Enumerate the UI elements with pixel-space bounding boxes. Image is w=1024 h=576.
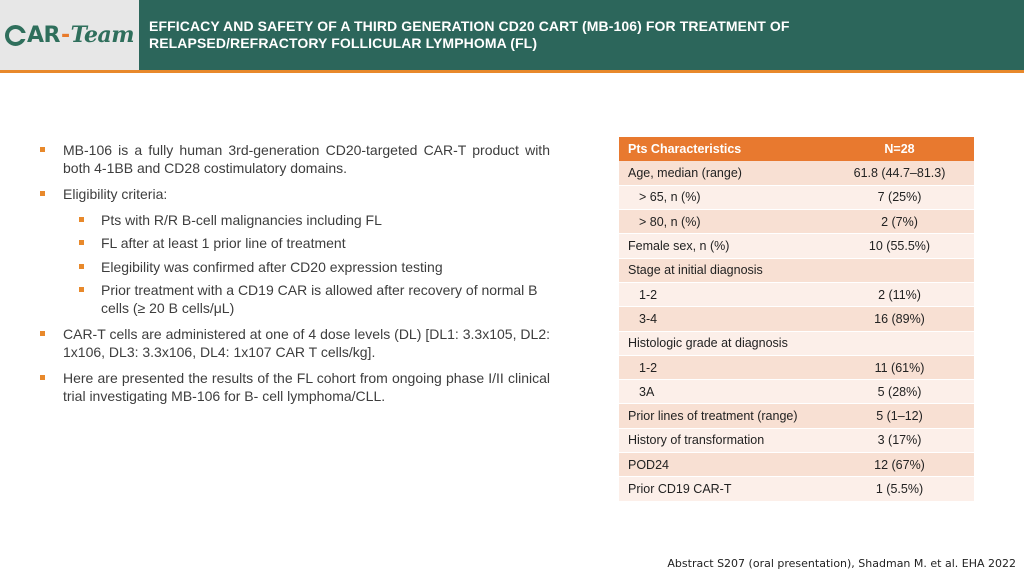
row-label: Prior lines of treatment (range) — [619, 404, 825, 428]
sub-bullet-item — [77, 235, 550, 253]
row-label: Histologic grade at diagnosis — [619, 331, 825, 355]
bullet-square-icon — [40, 147, 45, 152]
sub-bullet-item — [77, 259, 550, 277]
sub-bullet-text: Prior treatment with a CD19 CAR is allowed after recovery of normal B cells (≥ 20 B cells/μL) — [101, 282, 538, 316]
bullet-text: Here are presented the results of the FL cohort from ongoing phase I/II clinical trial investigating MB-106 for B- cell lymphoma/CLL. — [63, 370, 550, 404]
row-value: 2 (7%) — [825, 210, 974, 234]
logo-text-team: Team — [70, 22, 134, 48]
bullet-square-icon — [79, 240, 84, 245]
logo-box — [0, 0, 139, 70]
table-row — [619, 453, 974, 477]
slide-title-line-2: RELAPSED/REFRACTORY FOLLICULAR LYMPHOMA (FL) — [149, 35, 538, 51]
table-row — [619, 331, 974, 355]
bullet-square-icon — [40, 331, 45, 336]
row-value: 1 (5.5%) — [825, 477, 974, 501]
table-row — [619, 161, 974, 185]
row-label: POD24 — [619, 453, 825, 477]
citation-footer: Abstract S207 (oral presentation), Shadman M. et al. EHA 2022 — [667, 557, 1016, 570]
logo-dash: - — [60, 22, 70, 48]
table-row — [619, 307, 974, 331]
bullet-square-icon — [40, 191, 45, 196]
row-value: 11 (61%) — [825, 355, 974, 379]
table-row — [619, 282, 974, 306]
bullet-square-icon — [79, 217, 84, 222]
table-row — [619, 477, 974, 501]
sub-bullet-text: Elegibility was confirmed after CD20 expression testing — [101, 258, 443, 275]
slide-title-line-1: EFFICACY AND SAFETY OF A THIRD GENERATION CD20 CART (MB-106) FOR TREATMENT OF — [149, 18, 790, 34]
bullet-square-icon — [79, 264, 84, 269]
row-label: History of transformation — [619, 428, 825, 452]
row-value: 10 (55.5%) — [825, 234, 974, 258]
table-row — [619, 428, 974, 452]
table-row — [619, 210, 974, 234]
row-value: 61.8 (44.7–81.3) — [825, 161, 974, 185]
table-row — [619, 185, 974, 209]
sub-bullet-item — [77, 282, 550, 317]
slide-header — [0, 0, 1024, 72]
row-label: > 80, n (%) — [619, 210, 825, 234]
row-label: Age, median (range) — [619, 161, 825, 185]
bullet-square-icon — [79, 287, 84, 292]
logo-c-ring-icon — [5, 25, 26, 46]
row-value: 3 (17%) — [825, 428, 974, 452]
table-row — [619, 258, 974, 282]
table-header-n: N=28 — [825, 137, 974, 161]
row-label: > 65, n (%) — [619, 185, 825, 209]
bullet-text: CAR-T cells are administered at one of 4 dose levels (DL) [DL1: 3.3x105, DL2: 1x106, DL3: 3.3x106, DL4: 1x107 CAR T cells/kg]. — [63, 326, 550, 360]
row-value — [825, 258, 974, 282]
row-value: 2 (11%) — [825, 282, 974, 306]
row-value: 5 (1–12) — [825, 404, 974, 428]
table-row — [619, 234, 974, 258]
bullet-item — [38, 186, 550, 317]
row-label: Stage at initial diagnosis — [619, 258, 825, 282]
row-label: Prior CD19 CAR-T — [619, 477, 825, 501]
bullet-item — [38, 142, 550, 177]
table-row — [619, 380, 974, 404]
table-header-row — [619, 137, 974, 161]
row-value — [825, 331, 974, 355]
bullet-item — [38, 370, 550, 405]
row-value: 7 (25%) — [825, 185, 974, 209]
row-label: 1-2 — [619, 355, 825, 379]
sub-bullet-list — [77, 212, 550, 318]
patient-characteristics-table — [619, 137, 974, 502]
bullet-list — [38, 142, 550, 414]
sub-bullet-text: FL after at least 1 prior line of treatment — [101, 235, 346, 251]
title-banner — [139, 0, 1024, 70]
row-label: 3-4 — [619, 307, 825, 331]
bullet-text: Eligibility criteria: — [63, 186, 168, 202]
header-accent-bar — [0, 70, 1024, 73]
row-label: 3A — [619, 380, 825, 404]
row-value: 5 (28%) — [825, 380, 974, 404]
car-team-logo — [5, 22, 134, 48]
row-value: 16 (89%) — [825, 307, 974, 331]
bullet-square-icon — [40, 375, 45, 380]
logo-text-ar: AR — [27, 22, 60, 48]
row-label: Female sex, n (%) — [619, 234, 825, 258]
bullet-text: MB-106 is a fully human 3rd-generation CD20-targeted CAR-T product with both 4-1BB and CD28 costimulatory domains. — [63, 142, 550, 176]
table-row — [619, 404, 974, 428]
sub-bullet-item — [77, 212, 550, 230]
row-value: 12 (67%) — [825, 453, 974, 477]
sub-bullet-text: Pts with R/R B-cell malignancies including FL — [101, 211, 382, 228]
bullet-item — [38, 326, 550, 361]
table-header-characteristics: Pts Characteristics — [619, 137, 825, 161]
table-row — [619, 355, 974, 379]
row-label: 1-2 — [619, 282, 825, 306]
